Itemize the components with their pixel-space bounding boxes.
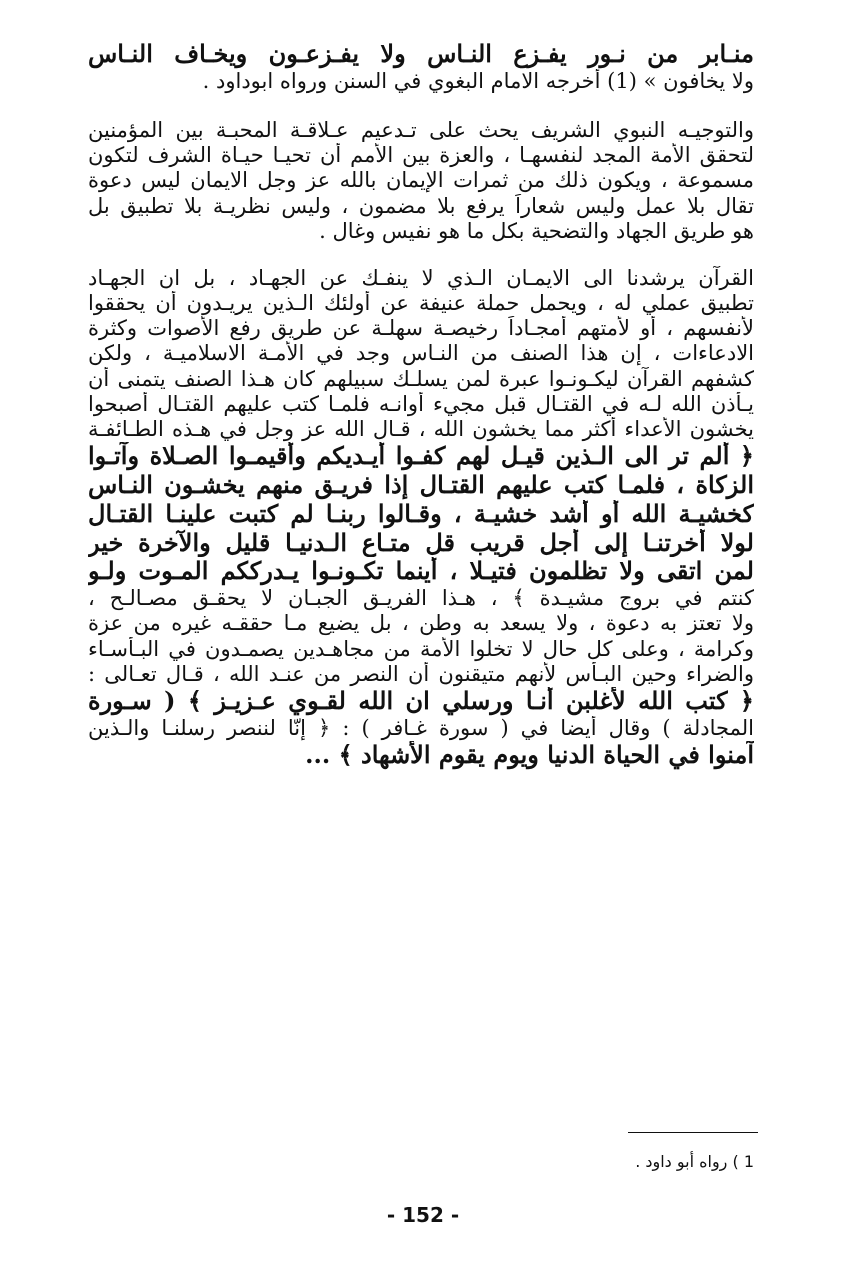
text-line: كشفهم القرآن ليكـونـوا عبرة لمن يسلـك سبيلهم كان هـذا الصنف يتمنى أن: [88, 366, 754, 391]
text-line: كخشيـة الله أو أشد خشيـة ، وقـالوا ربنـا لم كتبت علينـا القتـال: [88, 499, 754, 528]
text-line: القرآن يرشدنا الى الايمـان الـذي لا ينفـك عن الجهـاد ، بل ان الجهـاد: [88, 265, 754, 290]
text-line: لتحقق الأمة المجد لنفسهـا ، والعزة بين الأمم أن تحيـا حيـاة الشرف لتكون: [88, 143, 754, 168]
text-line: يخشون الأعداء أكثر مما يخشون الله ، قـال الله عز وجل في هـذه الطـائفـة: [88, 417, 754, 442]
text-line: يـأذن الله لـه في القتـال قبل مجيء أوانـه فلمـا كتب عليهم القتـال أصبحوا: [88, 391, 754, 416]
paragraph-hadith: [88, 40, 754, 94]
footnote: 1 ) رواه أبو داود .: [635, 1152, 754, 1171]
text-line: الادعاءات ، إن هذا الصنف من النـاس وجد في الأمـة الاسلاميـة ، ولكن: [88, 341, 754, 366]
text-line: ﴿ كتب الله لأغلبن أنـا ورسلي ان الله لقـوي عـزيـز ﴾ ( سـورة: [88, 686, 754, 715]
text-line: مسموعة ، ويكون ذلك من ثمرات الإيمان بالله عز وجل الايمان ليس دعوة: [88, 168, 754, 193]
text-line: المجادلة ) وقال أيضا في ( سورة غـافر ) : ﴿ إنّا لننصر رسلنـا والـذين: [88, 715, 754, 740]
text-line: لأنفسهم ، أو لأمتهم أمجـاداً رخيصـة سهلـة عن طريق رفع الأصوات وكثرة: [88, 316, 754, 341]
text-line: والضراء وحين البـأس لأنهم متيقنون أن النصر من عنـد الله ، قـال تعـالى :: [88, 661, 754, 686]
text-line: هو طريق الجهاد والتضحية بكل ما هو نفيس وغال .: [319, 218, 754, 243]
text-line: الزكاة ، فلمـا كتب عليهم القتـال إذا فريـق منهم يخشـون النـاس: [88, 471, 754, 500]
text-line: كنتم في بروج مشيـدة ﴾ ، هـذا الفريـق الجبـان لا يحقـق مصـالـح ،: [88, 586, 754, 611]
text-line: تطبيق عملي له ، ويحمل حملة عنيفة عن أولئك الـذين يريـدون أن يحققوا: [88, 291, 754, 316]
text-line: وكرامة ، وعلى كل حال لا تخلوا الأمة من مجاهـدين يصمـدون في البـأسـاء: [88, 636, 754, 661]
text-line: منـابر من نـور يفـزع النـاس ولا يفـزعـون ويخـاف النـاس: [88, 40, 754, 68]
text-line: لولا أخرتنـا إلى أجل قريب قل متـاع الـدنيـا قليل والآخرة خير: [88, 528, 754, 557]
text-line: تقال بلا عمل وليس شعاراً يرفع بلا مضمون ، وليس نظريـة بلا تطبيق بل: [88, 193, 754, 218]
paragraph-guidance: [88, 118, 754, 244]
text-line: ولا يخافون » (1) أخرجه الامام البغوي في السنن ورواه ابوداود .: [202, 68, 754, 93]
paragraph-quran: [88, 266, 754, 770]
text-line: لمن اتقى ولا تظلمون فتيـلا ، أينما تكـونـوا يـدرككم المـوت ولـو: [88, 557, 754, 586]
text-line: والتوجيـه النبوي الشريف يحث على تـدعيم عـلاقـة المحبـة بين المؤمنين: [88, 117, 754, 142]
text-line: آمنوا في الحياة الدنيا ويوم يقوم الأشهاد ﴾ ...: [305, 740, 754, 769]
page-number: - 152 -: [386, 1203, 460, 1227]
text-line: ﴿ ألم تر الى الـذين قيـل لهم كفـوا أيـديكم وأقيمـوا الصـلاة وآتـوا: [88, 442, 754, 471]
footnote-divider: [628, 1132, 758, 1133]
text-line: ولا تعتز به دعوة ، ولا يسعد به وطن ، بل يضيع مـا حققـه غيره من عزة: [88, 611, 754, 636]
